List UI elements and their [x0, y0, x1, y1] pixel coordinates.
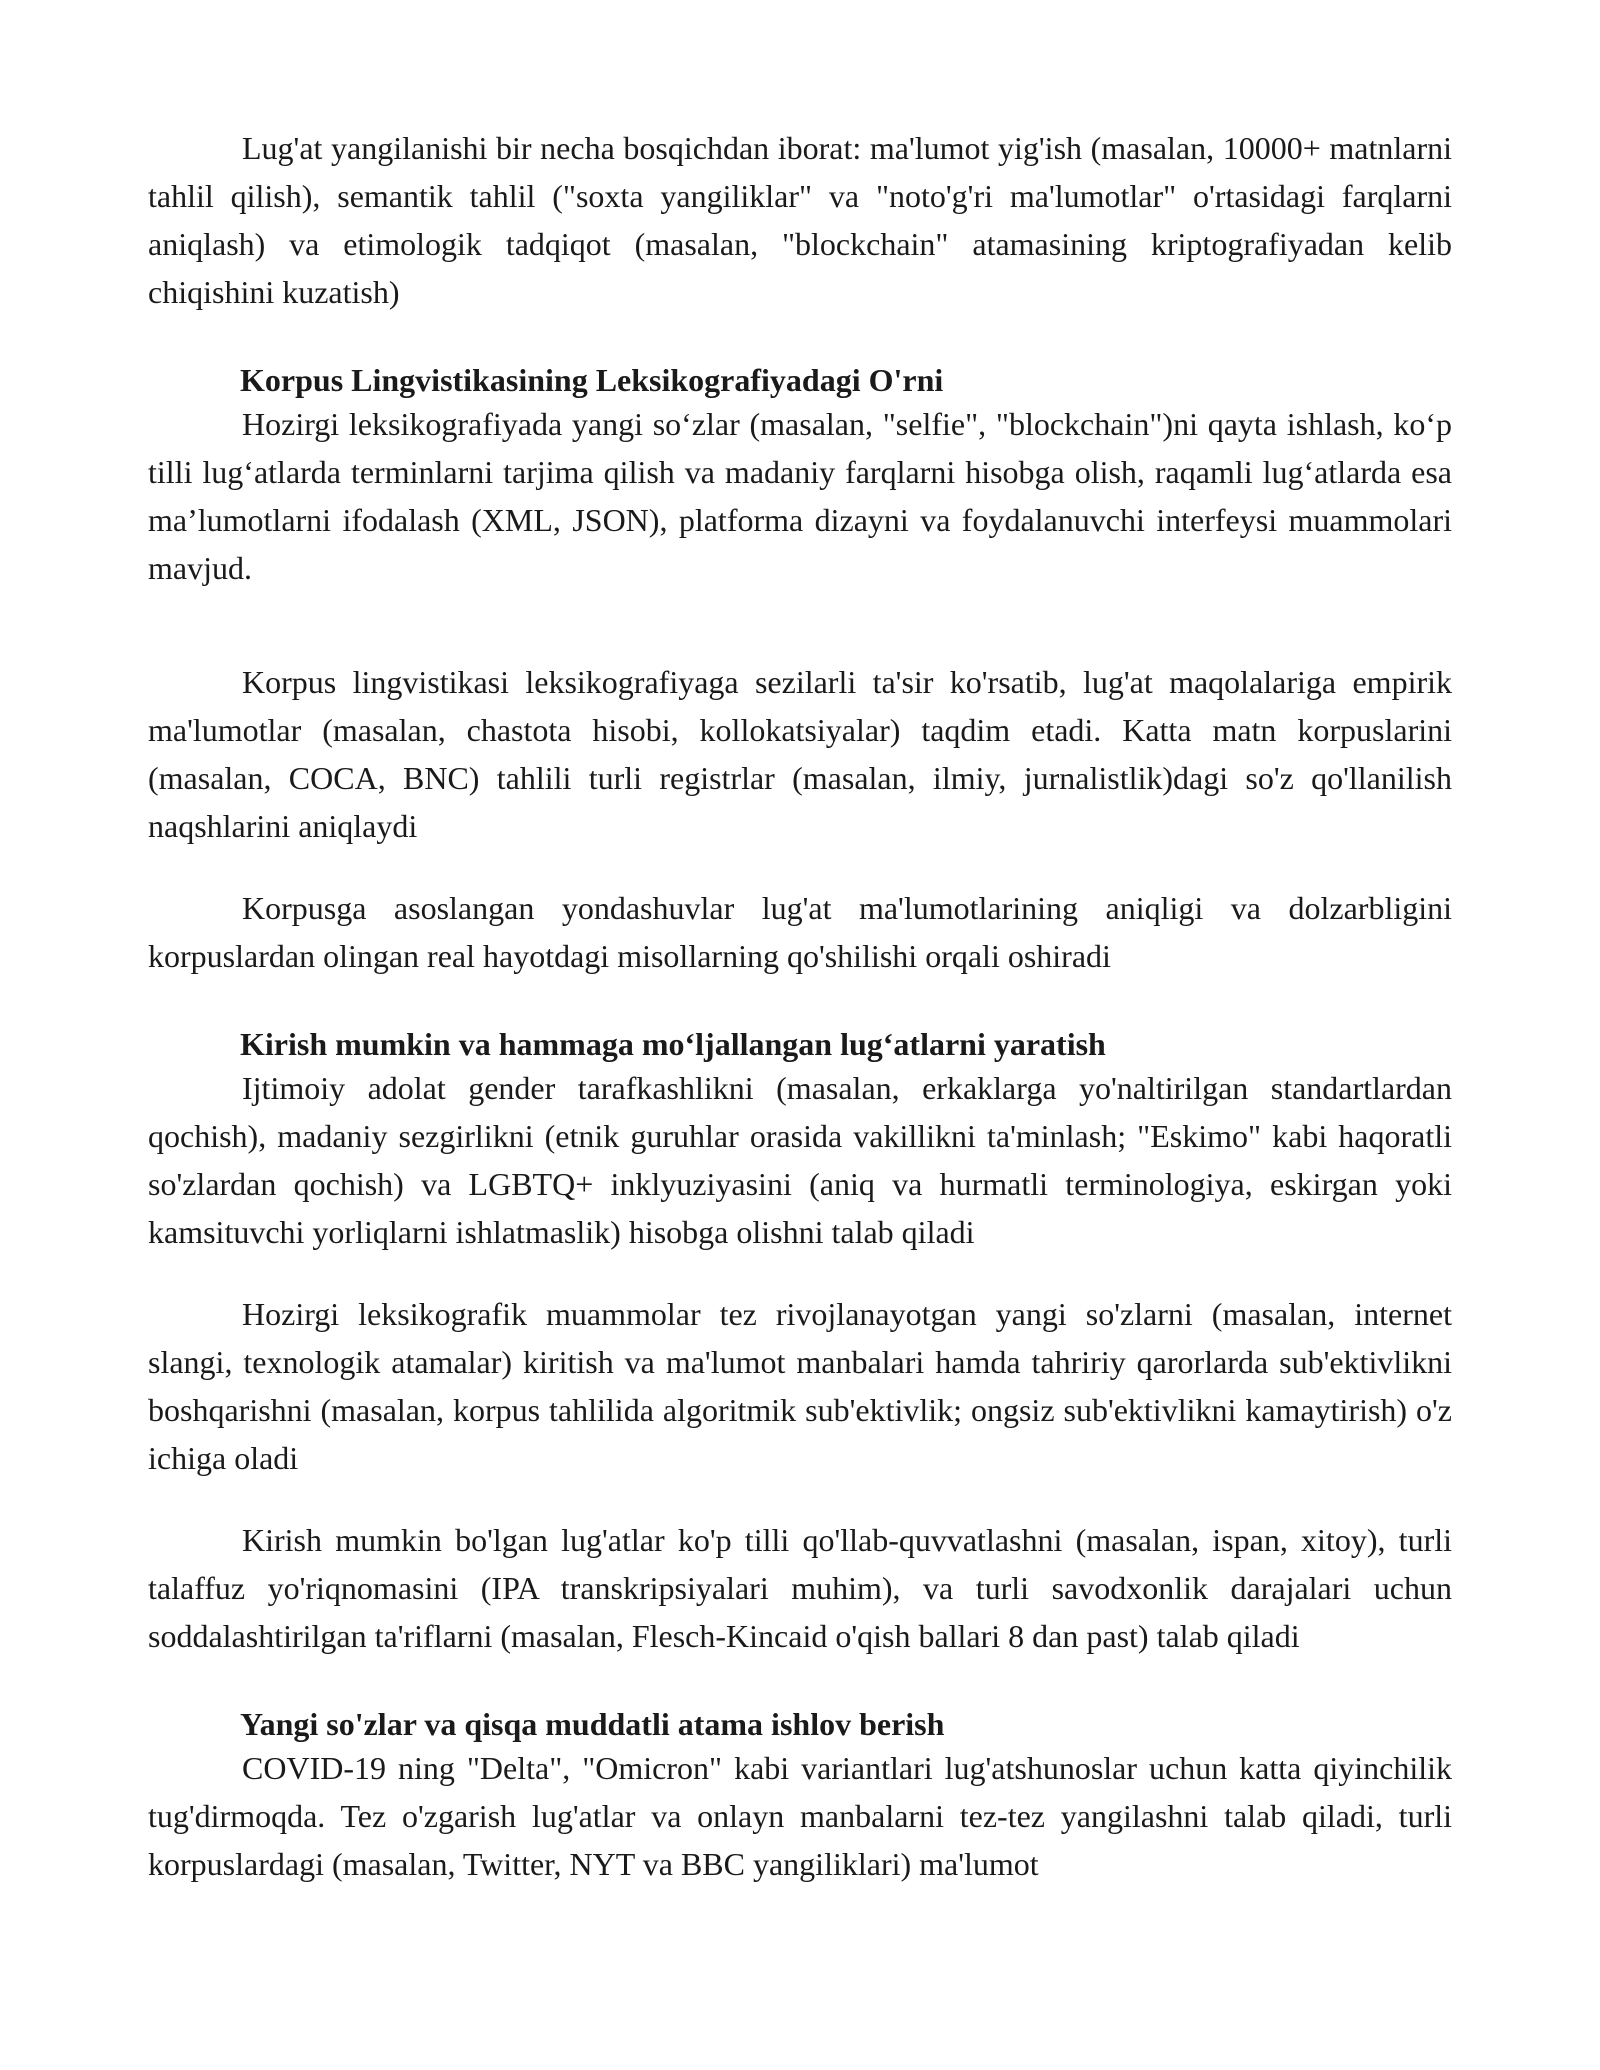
paragraph-accessible-dictionaries: Kirish mumkin bo'lgan lug'atlar ko'p tilli qo'llab-quvvatlashni (masalan, ispan, xitoy), turli talaffuz yo'riqnomasini (IPA transkripsiyalari muhim), va turli savodxonlik darajalari uchun soddalashtirilgan ta'riflarni (masalan, Flesch-Kincaid o'qish ballari 8 dan past) talab qiladi: [148, 1522, 1452, 1654]
text-column: [148, 124, 1452, 1888]
paragraph-current-lexicography: Hozirgi leksikografiyada yangi so‘zlar (masalan, "selfie", "blockchain")ni qayta ishlash, ko‘p tilli lug‘atlarda terminlarni tarjima qilish va madaniy farqlarni hisobga olish, raqamli lug‘atlarda esa ma’lumotlarni ifodalash (XML, JSON), platforma dizayni va foydalanuvchi interfeysi muammolari mavjud.: [148, 406, 1452, 586]
heading-accessible-dictionaries: Kirish mumkin va hammaga mo‘ljallangan lug‘atlarni yaratish: [240, 1026, 1106, 1062]
paragraph-lexicographic-problems: Hozirgi leksikografik muammolar tez rivojlanayotgan yangi so'zlarni (masalan, internet slangi, texnologik atamalar) kiritish va ma'lumot manbalari hamda tahririy qarorlarda sub'ektivlikni boshqarishni (masalan, korpus tahlilida algoritmik sub'ektivlik; ongsiz sub'ektivlikni kamaytirish) o'z ichiga oladi: [148, 1296, 1452, 1476]
paragraph-dictionary-update: Lug'at yangilanishi bir necha bosqichdan iborat: ma'lumot yig'ish (masalan, 10000+ matnlarni tahlil qilish), semantik tahlil ("soxta yangiliklar" va "noto'g'ri ma'lumotlar" o'rtasidagi farqlarni aniqlash) va etimologik tadqiqot (masalan, "blockchain" atamasining kriptografiyadan kelib chiqishini kuzatish): [148, 130, 1452, 310]
paragraph-corpus-approaches: Korpusga asoslangan yondashuvlar lug'at ma'lumotlarining aniqligi va dolzarbligini korpuslardan olingan real hayotdagi misollarning qo'shilishi orqali oshiradi: [148, 890, 1452, 974]
paragraph-social-justice: Ijtimoiy adolat gender tarafkashlikni (masalan, erkaklarga yo'naltirilgan standartlardan qochish), madaniy sezgirlikni (etnik guruhlar orasida vakillikni ta'minlash; "Eskimo" kabi haqoratli so'zlardan qochish) va LGBTQ+ inklyuziyasini (aniq va hurmatli terminologiya, eskirgan yoki kamsituvchi yorliqlarni ishlatmaslik) hisobga olishni talab qiladi: [148, 1070, 1452, 1250]
paragraph-corpus-influence: Korpus lingvistikasi leksikografiyaga sezilarli ta'sir ko'rsatib, lug'at maqolalariga empirik ma'lumotlar (masalan, chastota hisobi, kollokatsiyalar) taqdim etadi. Katta matn korpuslarini (masalan, COCA, BNC) tahlili turli registrlar (masalan, ilmiy, jurnalistlik)dagi so'z qo'llanilish naqshlarini aniqlaydi: [148, 664, 1452, 844]
heading-new-words: Yangi so'zlar va qisqa muddatli atama ishlov berish: [240, 1706, 945, 1742]
paragraph-covid-variants: COVID-19 ning "Delta", "Omicron" kabi variantlari lug'atshunoslar uchun katta qiyinchilik tug'dirmoqda. Tez o'zgarish lug'atlar va onlayn manbalarni tez-tez yangilashni talab qiladi, turli korpuslardagi (masalan, Twitter, NYT va BBC yangiliklari) ma'lumot: [148, 1750, 1452, 1882]
heading-corpus-linguistics: Korpus Lingvistikasining Leksikografiyadagi O'rni: [240, 362, 944, 398]
